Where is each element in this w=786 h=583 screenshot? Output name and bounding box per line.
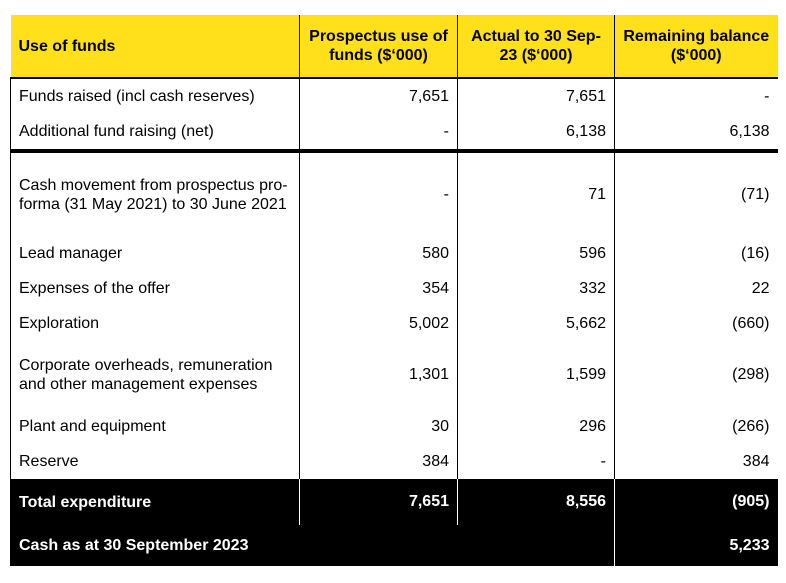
row-prospectus: 384 <box>300 444 458 479</box>
row-remaining: (71) <box>615 151 778 236</box>
header-remaining: Remaining balance ($‘000) <box>615 15 778 78</box>
row-prospectus: 30 <box>300 409 458 444</box>
table-row <box>11 236 778 271</box>
row-actual: 7,651 <box>458 78 615 114</box>
row-label: Corporate overheads, remuneration and other management expenses <box>11 341 300 409</box>
row-actual: 6,138 <box>458 114 615 151</box>
row-actual: 332 <box>458 271 615 306</box>
row-prospectus: - <box>300 151 458 236</box>
total-expenditure-row <box>11 479 778 525</box>
row-prospectus: 7,651 <box>300 78 458 114</box>
row-remaining: (266) <box>615 409 778 444</box>
total-label: Total expenditure <box>11 479 300 525</box>
row-remaining: (16) <box>615 236 778 271</box>
row-actual: 296 <box>458 409 615 444</box>
header-use-of-funds: Use of funds <box>11 15 300 78</box>
row-remaining: (660) <box>615 306 778 341</box>
row-prospectus: 580 <box>300 236 458 271</box>
row-remaining: 22 <box>615 271 778 306</box>
use-of-funds-table <box>10 15 778 566</box>
row-actual: 71 <box>458 151 615 236</box>
total-remaining: (905) <box>615 479 778 525</box>
total-actual: 8,556 <box>458 479 615 525</box>
table-row <box>11 114 778 151</box>
row-label: Funds raised (incl cash reserves) <box>11 78 300 114</box>
row-remaining: - <box>615 78 778 114</box>
table-row <box>11 444 778 479</box>
row-prospectus: 1,301 <box>300 341 458 409</box>
row-prospectus: 354 <box>300 271 458 306</box>
row-label: Reserve <box>11 444 300 479</box>
row-label: Plant and equipment <box>11 409 300 444</box>
cash-row <box>11 525 778 566</box>
row-actual: 1,599 <box>458 341 615 409</box>
table-row <box>11 78 778 114</box>
row-label: Exploration <box>11 306 300 341</box>
row-label: Lead manager <box>11 236 300 271</box>
table-row <box>11 271 778 306</box>
total-prospectus: 7,651 <box>300 479 458 525</box>
row-actual: - <box>458 444 615 479</box>
table-row <box>11 409 778 444</box>
row-prospectus: 5,002 <box>300 306 458 341</box>
row-label: Additional fund raising (net) <box>11 114 300 151</box>
row-remaining: (298) <box>615 341 778 409</box>
table-row <box>11 341 778 409</box>
row-prospectus: - <box>300 114 458 151</box>
table-row <box>11 306 778 341</box>
row-label: Expenses of the offer <box>11 271 300 306</box>
row-remaining: 6,138 <box>615 114 778 151</box>
row-actual: 5,662 <box>458 306 615 341</box>
table-header-row <box>11 15 778 78</box>
table-row <box>11 151 778 236</box>
header-actual: Actual to 30 Sep-23 ($‘000) <box>458 15 615 78</box>
row-label: Cash movement from prospectus pro-forma (31 May 2021) to 30 June 2021 <box>11 151 300 236</box>
cash-value: 5,233 <box>615 525 778 566</box>
header-prospectus: Prospectus use of funds ($‘000) <box>300 15 458 78</box>
cash-label: Cash as at 30 September 2023 <box>11 525 615 566</box>
row-actual: 596 <box>458 236 615 271</box>
row-remaining: 384 <box>615 444 778 479</box>
